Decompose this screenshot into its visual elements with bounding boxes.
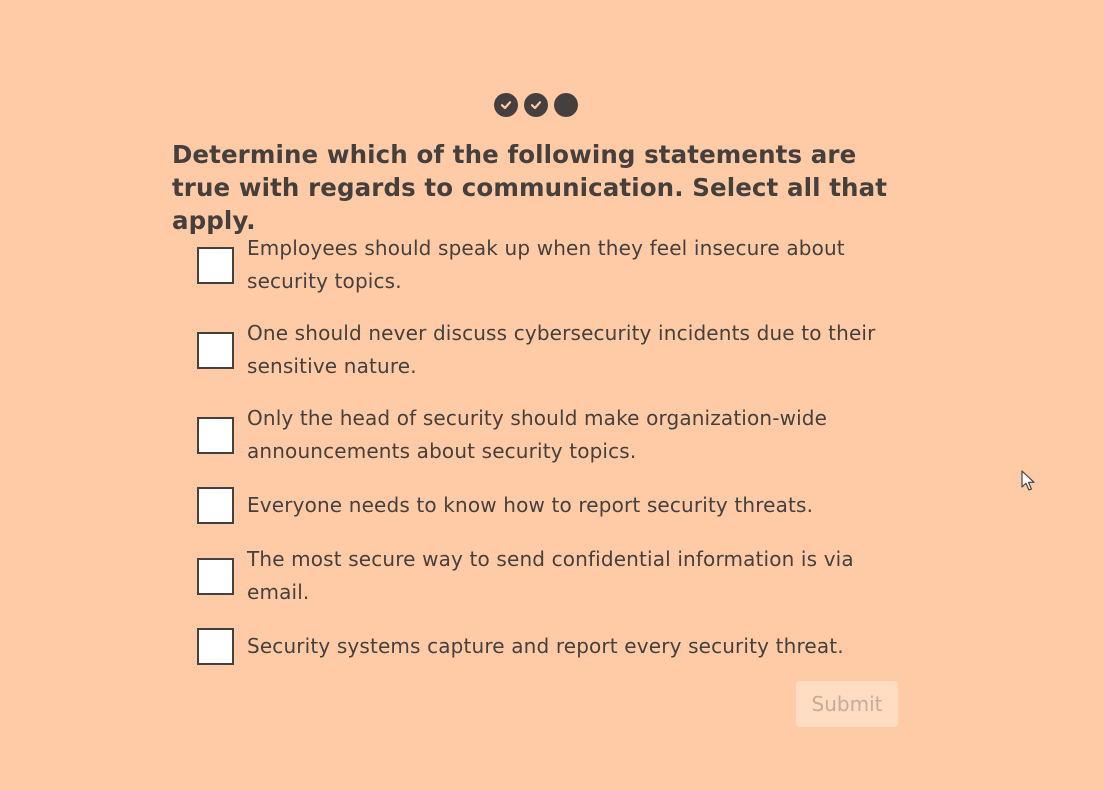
progress-step-3-filled-circle-icon bbox=[554, 93, 578, 117]
submit-button[interactable]: Submit bbox=[796, 681, 898, 727]
progress-step-1-check-icon bbox=[494, 93, 518, 117]
options-list bbox=[197, 232, 897, 684]
option-5-label: The most secure way to send confidential information is via email. bbox=[247, 547, 854, 604]
option-1-label: Employees should speak up when they feel insecure about security topics. bbox=[247, 236, 845, 293]
question-text: Determine which of the following statements are true with regards to communication. Select all that apply. bbox=[172, 140, 888, 235]
option-2-checkbox[interactable] bbox=[197, 332, 234, 369]
option-3-label: Only the head of security should make organization-wide announcements about security topics. bbox=[247, 406, 828, 463]
option-3-checkbox[interactable] bbox=[197, 417, 234, 454]
option-4[interactable] bbox=[197, 487, 897, 524]
mouse-cursor-icon bbox=[1021, 470, 1037, 492]
option-2[interactable] bbox=[197, 317, 897, 383]
progress-indicator bbox=[494, 93, 578, 117]
option-3[interactable] bbox=[197, 402, 897, 468]
option-6-label: Security systems capture and report every security threat. bbox=[247, 634, 844, 658]
option-5[interactable] bbox=[197, 543, 897, 609]
option-4-label: Everyone needs to know how to report security threats. bbox=[247, 493, 814, 517]
option-4-checkbox[interactable] bbox=[197, 487, 234, 524]
option-6[interactable] bbox=[197, 628, 897, 665]
option-2-label: One should never discuss cybersecurity incidents due to their sensitive nature. bbox=[247, 321, 876, 378]
option-5-checkbox[interactable] bbox=[197, 558, 234, 595]
option-6-checkbox[interactable] bbox=[197, 628, 234, 665]
progress-step-2-check-icon bbox=[524, 93, 548, 117]
option-1[interactable] bbox=[197, 232, 897, 298]
option-1-checkbox[interactable] bbox=[197, 247, 234, 284]
